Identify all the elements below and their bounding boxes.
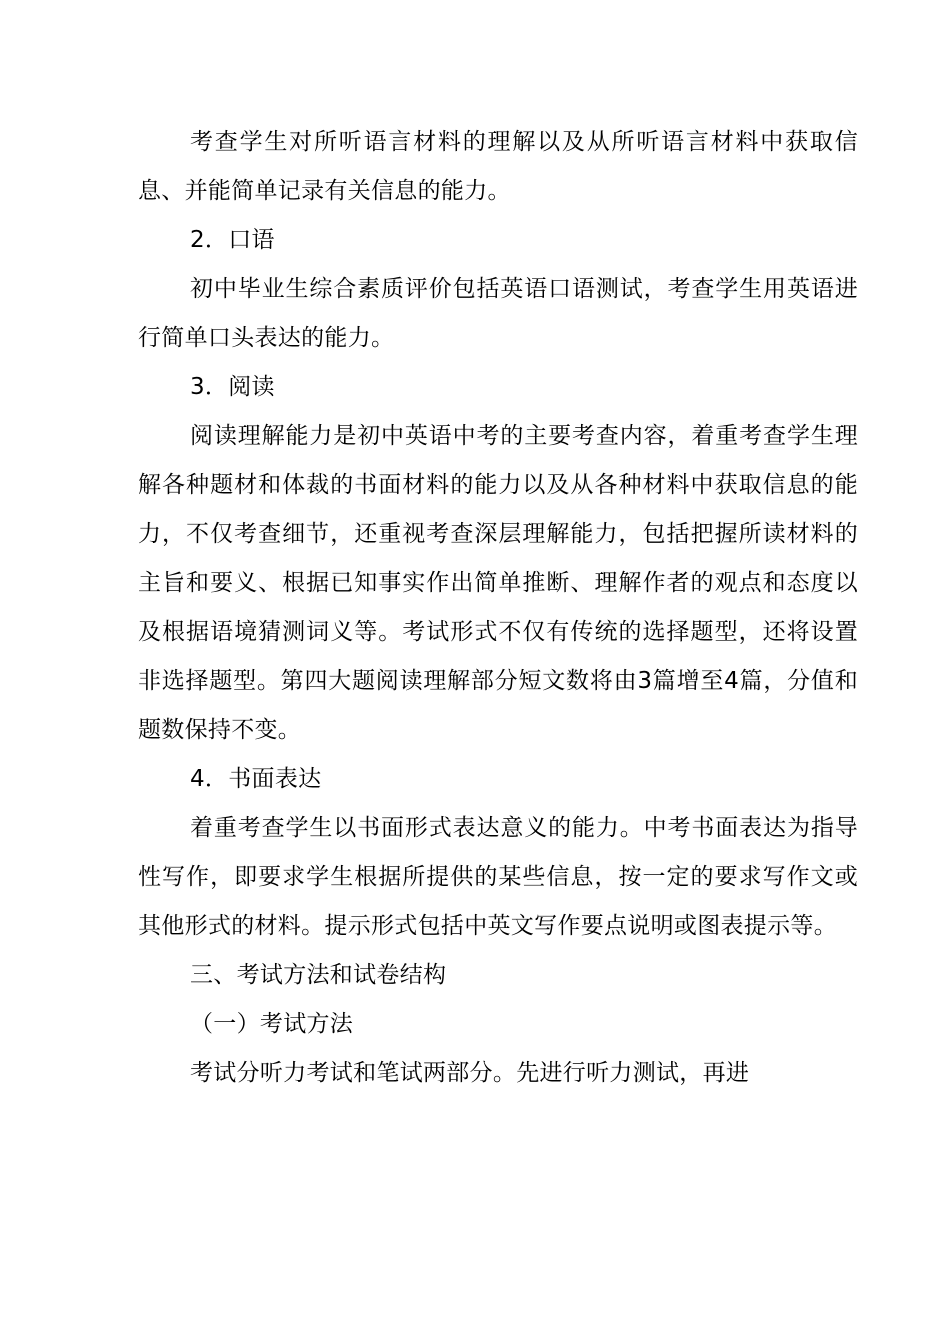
heading-speaking: 2．口语 <box>190 227 275 253</box>
paragraph-listening-description: 考查学生对所听语言材料的理解以及从所听语言材料中获取信息、并能简单记录有关信息的能力。 <box>138 129 858 204</box>
paragraph-exam-method: 考试分听力考试和笔试两部分。先进行听力测试，再进 <box>190 1060 750 1086</box>
document-page <box>138 118 858 1098</box>
subsection-heading-exam-method: （一）考试方法 <box>190 1011 354 1037</box>
paragraph-writing-description: 着重考查学生以书面形式表达意义的能力。中考书面表达为指导性写作，即要求学生根据所提供的某些信息，按一定的要求写作文或其他形式的材料。提示形式包括中英文写作要点说明或图表提示等。 <box>138 815 858 939</box>
heading-writing: 4．书面表达 <box>190 766 322 792</box>
paragraph-reading-description: 阅读理解能力是初中英语中考的主要考查内容，着重考查学生理解各种题材和体裁的书面材料的能力以及从各种材料中获取信息的能力，不仅考查细节，还重视考查深层理解能力，包括把握所读材料的主旨和要义、根据已知事实作出简单推断、理解作者的观点和态度以及根据语境猜测词义等。考试形式不仅有传统的选择题型，还将设置非选择题型。第四大题阅读理解部分短文数将由3篇增至4篇，分值和题数保持不变。 <box>138 423 858 743</box>
heading-reading: 3．阅读 <box>190 374 275 400</box>
paragraph-speaking-description: 初中毕业生综合素质评价包括英语口语测试，考查学生用英语进行简单口头表达的能力。 <box>138 276 858 351</box>
section-heading-exam-method-structure: 三、考试方法和试卷结构 <box>190 962 447 988</box>
